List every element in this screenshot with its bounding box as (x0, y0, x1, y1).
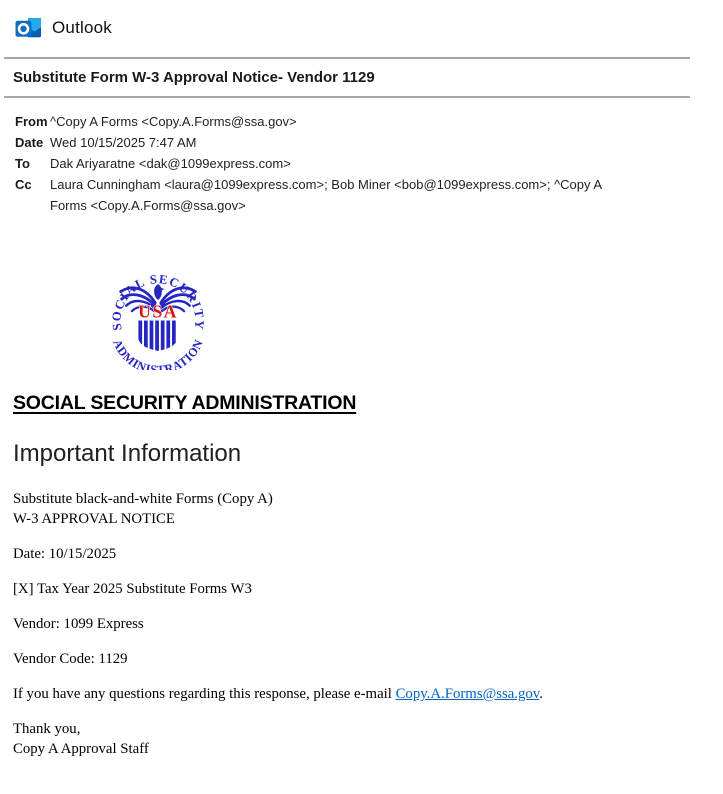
outlook-brand-bar (14, 14, 723, 42)
questions-period: . (539, 686, 543, 702)
ssa-heading: SOCIAL SECURITY ADMINISTRATION (13, 392, 357, 414)
notice-line-1: Substitute black-and-white Forms (Copy A) (13, 491, 273, 507)
closing-line-2: Copy A Approval Staff (13, 741, 149, 757)
date-label: Date (15, 135, 44, 150)
app-name: Outlook (52, 18, 112, 37)
cc-label: Cc (15, 177, 32, 192)
ssa-seal-graphic (102, 258, 214, 370)
to-value: Dak Ariyaratne <dak@1099express.com> (50, 156, 291, 171)
notice-paragraph (13, 489, 723, 529)
divider-top (4, 57, 690, 59)
date-line: Date: 10/15/2025 (13, 546, 117, 562)
closing-paragraph (13, 719, 723, 759)
closing-line-1: Thank you, (13, 721, 81, 737)
eagle-head-icon (154, 284, 162, 300)
cc-value: Laura Cunningham <laura@1099express.com>; Bob Miner <bob@1099express.com>; ^Copy A Forms <Copy.A.Forms@ssa.gov> (50, 177, 602, 213)
from-label: From (15, 114, 48, 129)
to-label: To (15, 156, 30, 171)
email-subject: Substitute Form W-3 Approval Notice- Vendor 1129 (13, 69, 375, 86)
header-row-to (15, 153, 723, 174)
date-value: Wed 10/15/2025 7:47 AM (50, 135, 197, 150)
ssa-seal (102, 258, 214, 370)
questions-paragraph (13, 684, 723, 704)
divider-subject (4, 96, 690, 98)
header-row-cc (15, 174, 723, 216)
outlook-icon (14, 14, 42, 42)
notice-line-2: W-3 APPROVAL NOTICE (13, 511, 175, 527)
from-value: ^Copy A Forms <Copy.A.Forms@ssa.gov> (50, 114, 297, 129)
email-header-fields (15, 111, 723, 216)
tax-year-line: [X] Tax Year 2025 Substitute Forms W3 (13, 581, 252, 597)
header-row-from (15, 111, 723, 132)
header-row-date (15, 132, 723, 153)
shield-stripes-icon (138, 321, 175, 353)
vendor-code-line: Vendor Code: 1129 (13, 651, 128, 667)
important-information-heading: Important Information (13, 440, 242, 467)
seal-arc-bottom-text: ADMINISTRATION (110, 337, 206, 370)
copy-a-forms-email-link[interactable]: Copy.A.Forms@ssa.gov (395, 686, 540, 702)
seal-usa-text: USA (138, 301, 178, 322)
seal-arc-top-text: SOCIAL SECURITY (109, 272, 207, 332)
questions-text: If you have any questions regarding this response, please e-mail (13, 686, 396, 702)
email-body (13, 489, 723, 759)
vendor-line: Vendor: 1099 Express (13, 616, 144, 632)
